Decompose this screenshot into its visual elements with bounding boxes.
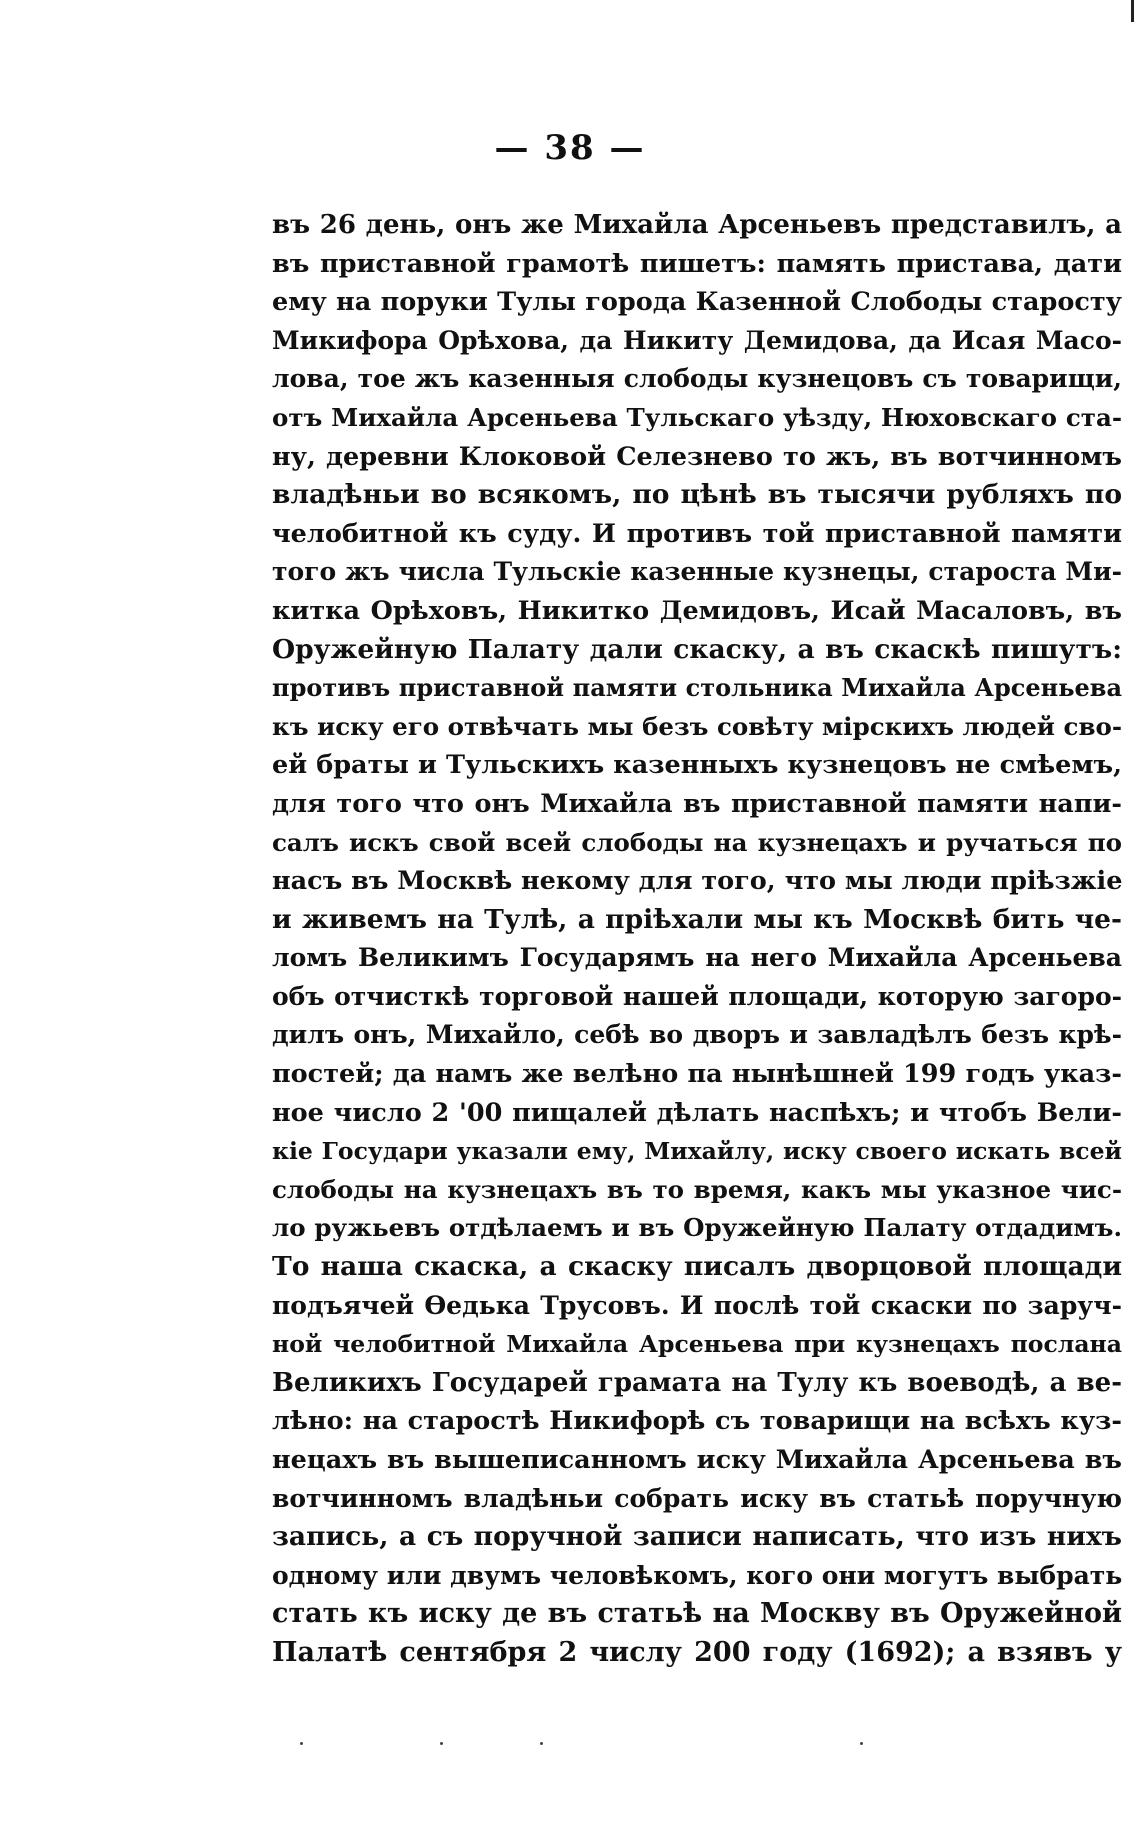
text-line: противъ приставной памяти стольника Михайла Арсеньева (272, 673, 1122, 703)
speck (540, 1742, 543, 1745)
text-line: насъ въ Москвѣ некому для того, что мы люди пріѣзжіе (272, 866, 1122, 897)
page-number: — 38 — (494, 128, 646, 168)
text-line: слободы на кузнецахъ въ то время, какъ мы указное чис- (272, 1174, 1122, 1204)
text-line: лова, тое жъ казенныя слободы кузнецовъ съ товарищи, (272, 364, 1122, 394)
body-text (272, 206, 1122, 1673)
text-line: Палатѣ сентября 2 числу 200 году (1692); а взявъ у (272, 1636, 1122, 1668)
speck (860, 1742, 863, 1745)
text-line: кіе Государи указали ему, Михайлу, иску своего искать всей (272, 1137, 1122, 1166)
text-line: Оружейную Палату дали скаску, а въ скаскѣ пишутъ: (272, 633, 1122, 665)
text-line: постей; да намъ же велѣно па нынѣшней 199 годъ указ- (272, 1059, 1122, 1090)
text-line: ной челобитной Михайла Арсеньева при кузнецахъ послана (272, 1330, 1122, 1359)
text-line: въ 26 день, онъ же Михайла Арсеньевъ представилъ, а (272, 210, 1122, 240)
text-line: для того что онъ Михайла въ приставной памяти напи- (272, 788, 1122, 819)
text-line: салъ искъ свой всей слободы на кузнецахъ и ручаться по (272, 827, 1122, 857)
text-line: Микифора Орѣхова, да Никиту Демидова, да Исая Масо- (272, 325, 1122, 355)
text-line: ему на поруки Тулы города Казенной Слободы старосту (272, 287, 1122, 318)
speck (440, 1742, 443, 1745)
text-line: ей браты и Тульскихъ казенныхъ кузнецовъ не смѣемъ, (272, 750, 1122, 781)
text-line: ну, деревни Клоковой Селезнево то жъ, въ вотчинномъ (272, 441, 1122, 472)
text-line: запись, а съ поручной записи написать, что изъ нихъ (272, 1521, 1122, 1553)
text-line: того жъ числа Тульскіе казенные кузнецы, староста Ми- (272, 557, 1122, 587)
text-line: объ отчисткѣ торговой нашей площади, которую загоро- (272, 981, 1122, 1011)
text-line: стать къ иску де въ статьѣ на Москву въ Оружейной (272, 1598, 1122, 1630)
text-line: лѣно: на старостѣ Никифорѣ съ товарищи на всѣхъ куз- (272, 1406, 1122, 1437)
speck (300, 1742, 303, 1745)
text-line: ное число 2 '00 пищалей дѣлать наспѣхъ; и чтобъ Вели- (272, 1097, 1122, 1128)
text-line: владѣньи во всякомъ, по цѣнѣ въ тысячи рубляхъ по (272, 479, 1122, 511)
text-line: китка Орѣховъ, Никитко Демидовъ, Исай Масаловъ, въ (272, 595, 1122, 626)
text-line: въ приставной грамотѣ пишетъ: память пристава, дати (272, 248, 1122, 279)
text-line: подъячей Ѳедька Трусовъ. И послѣ той скаски по заруч- (272, 1290, 1122, 1320)
text-line: къ иску его отвѣчать мы безъ совѣту мірскихъ людей сво- (272, 711, 1122, 741)
text-line: и живемъ на Тулѣ, а пріѣхали мы къ Москвѣ бить че- (272, 903, 1122, 935)
text-line: нецахъ въ вышеписанномъ иску Михайла Арсеньева въ (272, 1445, 1122, 1475)
text-line: ломъ Великимъ Государямъ на него Михайла Арсеньева (272, 943, 1122, 973)
text-line: вотчинномъ владѣньи собрать иску въ статьѣ поручную (272, 1483, 1122, 1513)
text-line: То наша скаска, а скаску писалъ дворцовой площади (272, 1251, 1122, 1283)
text-line: одному или двумъ человѣкомъ, кого они могутъ выбрать (272, 1560, 1122, 1590)
text-line: Великихъ Государей грамата на Тулу къ воеводѣ, а ве- (272, 1367, 1122, 1398)
print-specks (300, 1740, 1080, 1748)
text-line: ло ружьевъ отдѣлаемъ и въ Оружейную Палату отдадимъ. (272, 1213, 1122, 1243)
page-edge-mark (1131, 0, 1134, 22)
text-line: дилъ онъ, Михайло, себѣ во дворъ и завладѣлъ безъ крѣ- (272, 1020, 1122, 1050)
text-line: отъ Михайла Арсеньева Тульскаго уѣзду, Нюховскаго ста- (272, 402, 1122, 432)
text-line: челобитной къ суду. И противъ той приставной памяти (272, 518, 1122, 549)
